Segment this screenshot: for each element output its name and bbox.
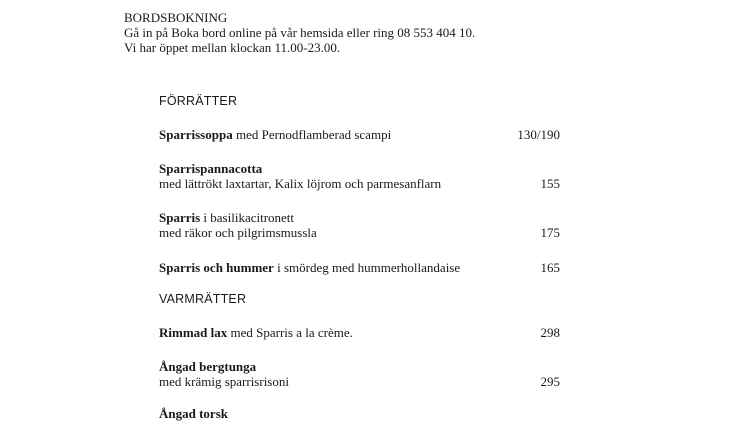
dish-name: Sparrispannacotta xyxy=(159,161,263,176)
dish-price: 155 xyxy=(540,176,560,191)
menu-item xyxy=(159,127,560,142)
booking-contact-text: Gå in på Boka bord online på vår hemsida eller ring 08 553 404 10. xyxy=(124,25,476,40)
dish-price: 298 xyxy=(540,325,560,340)
dish-name: Sparrissoppa xyxy=(159,127,233,142)
dish-description: med krämig sparrisrisoni xyxy=(159,374,289,389)
dish-price: 295 xyxy=(540,374,560,389)
section-heading-starters: FÖRRÄTTER xyxy=(159,94,238,108)
section-heading-mains: VARMRÄTTER xyxy=(159,292,247,306)
menu-item xyxy=(159,359,560,389)
menu-item xyxy=(159,161,560,191)
dish-price: 165 xyxy=(540,260,560,275)
booking-info xyxy=(124,10,475,55)
menu-item xyxy=(159,210,560,240)
dish-name: Rimmad lax xyxy=(159,325,228,340)
dish-description: i smördeg med hummerhollandaise xyxy=(273,260,461,275)
dish-description-inline: i basilikacitronett xyxy=(200,210,295,225)
dish-price: 175 xyxy=(540,225,560,240)
dish-price: 130/190 xyxy=(517,127,560,142)
dish-description: med Sparris a la crème. xyxy=(227,325,353,340)
dish-name: Sparris xyxy=(159,210,201,225)
dish-name: Sparris och hummer xyxy=(159,260,274,275)
dish-description: med Pernodflamberad scampi xyxy=(232,127,392,142)
opening-hours-text: Vi har öppet mellan klockan 11.00-23.00. xyxy=(124,40,341,55)
menu-item xyxy=(159,260,560,275)
dish-name: Ångad torsk xyxy=(159,406,228,421)
booking-title: BORDSBOKNING xyxy=(124,10,228,25)
menu-item xyxy=(159,325,560,340)
dish-name: Ångad bergtunga xyxy=(159,359,257,374)
dish-description: med räkor och pilgrimsmussla xyxy=(159,225,317,240)
dish-description: med lättrökt laxtartar, Kalix löjrom och parmesanflarn xyxy=(159,176,442,191)
